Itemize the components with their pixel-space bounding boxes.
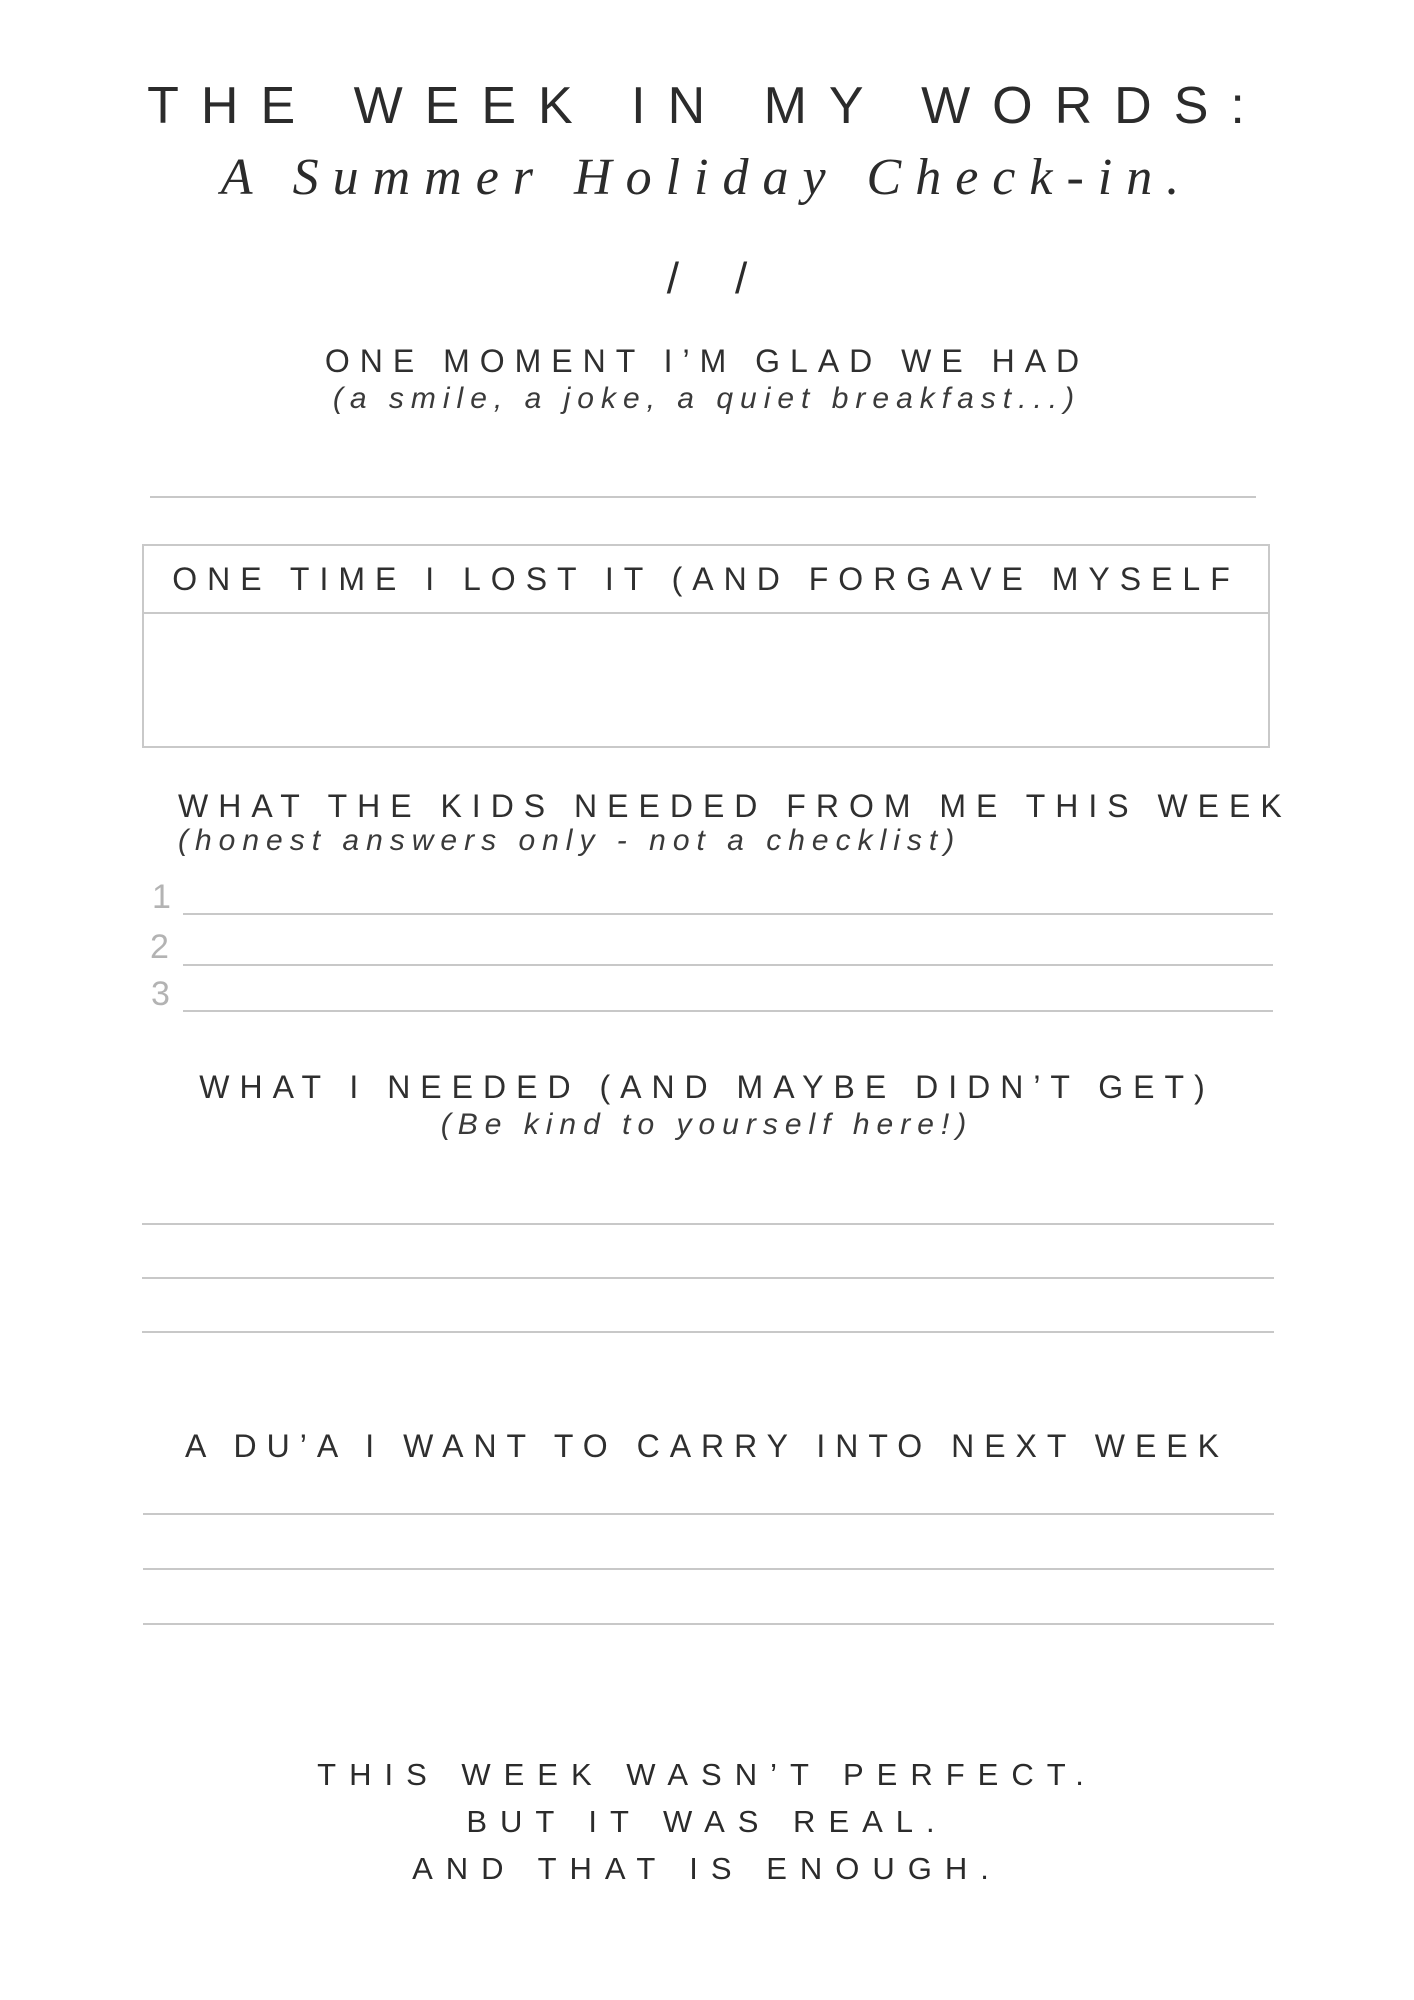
list-number-2: 2 bbox=[150, 928, 169, 966]
writing-line[interactable] bbox=[183, 1010, 1273, 1012]
writing-line[interactable] bbox=[183, 964, 1273, 966]
lost-it-input-area[interactable] bbox=[144, 614, 1268, 748]
kids-needed-subheading: (honest answers only - not a checklist) bbox=[178, 824, 962, 857]
writing-line[interactable] bbox=[150, 496, 1256, 498]
writing-line[interactable] bbox=[183, 913, 1273, 915]
writing-line[interactable] bbox=[143, 1623, 1274, 1625]
list-number-3: 3 bbox=[151, 975, 170, 1013]
footer-affirmation-line-2: BUT IT WAS REAL. bbox=[466, 1804, 948, 1839]
page-subtitle: A Summer Holiday Check-in. bbox=[220, 149, 1194, 206]
kids-needed-heading: WHAT THE KIDS NEEDED FROM ME THIS WEEK bbox=[178, 788, 1292, 824]
i-needed-heading: WHAT I NEEDED (AND MAYBE DIDN’T GET) bbox=[199, 1069, 1215, 1105]
i-needed-subheading: (Be kind to yourself here!) bbox=[440, 1108, 974, 1141]
page-title: THE WEEK IN MY WORDS: bbox=[147, 77, 1267, 135]
date-separator: / bbox=[735, 254, 748, 303]
writing-line[interactable] bbox=[142, 1277, 1274, 1279]
writing-line[interactable] bbox=[143, 1568, 1274, 1570]
lost-it-box-header bbox=[144, 546, 1268, 614]
writing-line[interactable] bbox=[143, 1513, 1274, 1515]
glad-moment-heading: ONE MOMENT I’M GLAD WE HAD bbox=[324, 343, 1090, 379]
lost-it-box bbox=[142, 544, 1270, 748]
lost-it-heading: ONE TIME I LOST IT (AND FORGAVE MYSELF bbox=[172, 560, 1240, 597]
list-number-1: 1 bbox=[152, 878, 171, 916]
writing-line[interactable] bbox=[142, 1331, 1274, 1333]
glad-moment-subheading: (a smile, a joke, a quiet breakfast...) bbox=[332, 382, 1082, 415]
writing-line[interactable] bbox=[142, 1223, 1274, 1225]
dua-heading: A DU’A I WANT TO CARRY INTO NEXT WEEK bbox=[185, 1428, 1229, 1464]
footer-affirmation-line-1: THIS WEEK WASN’T PERFECT. bbox=[317, 1757, 1097, 1792]
footer-affirmation-line-3: AND THAT IS ENOUGH. bbox=[412, 1851, 1002, 1886]
date-field[interactable] bbox=[0, 254, 1414, 304]
date-separator: / bbox=[666, 254, 679, 303]
